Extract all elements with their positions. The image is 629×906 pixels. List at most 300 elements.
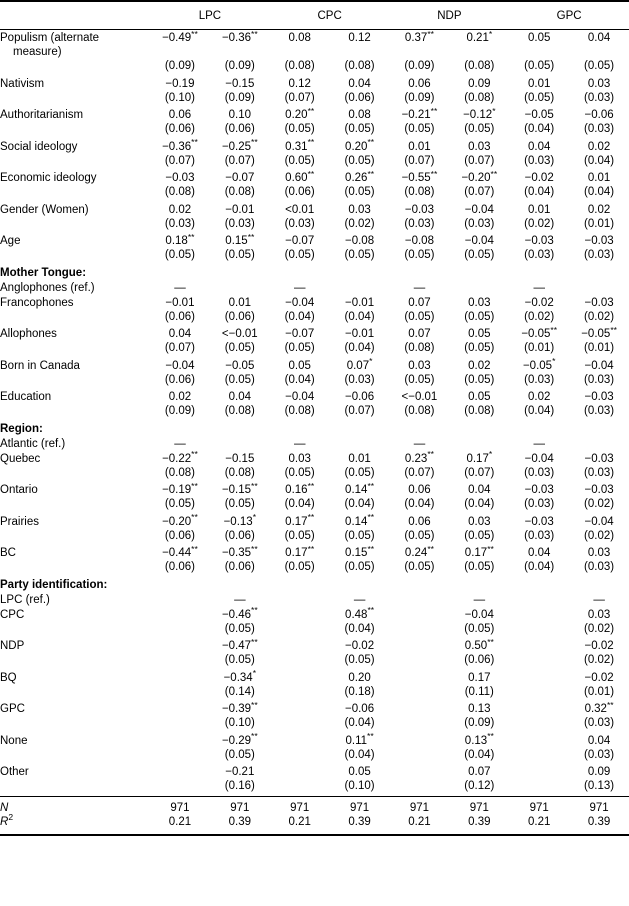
standard-error-cell: (0.13)	[584, 780, 615, 792]
standard-error-cell: (0.04)	[284, 310, 315, 323]
coefficient-cell: 0.04	[527, 140, 551, 153]
standard-error-cell: (0.08)	[344, 60, 375, 72]
standard-error-cell: (0.09)	[404, 60, 435, 72]
row-label-spacer	[0, 779, 150, 796]
coefficient-row	[0, 545, 629, 560]
standard-error-row	[0, 779, 629, 796]
standard-error-cell	[390, 685, 450, 702]
row-label-spacer	[0, 217, 150, 234]
significance-stars: **	[191, 137, 198, 148]
row-label-spacer	[0, 185, 150, 202]
coefficient-cell: 0.31**	[285, 137, 315, 153]
row-label-text: Gender (Women)	[0, 203, 89, 216]
standard-error-row	[0, 466, 629, 483]
coefficient-cell	[270, 607, 330, 622]
standard-error-cell: (0.05)	[464, 561, 495, 573]
coefficient-cell: 0.10	[228, 109, 251, 121]
summary-row	[0, 815, 629, 835]
standard-error-cell: (0.04)	[524, 123, 555, 135]
row-label-text: NDP	[0, 640, 25, 652]
row-label-text: None	[0, 734, 28, 747]
standard-error-cell: (0.03)	[524, 498, 555, 510]
standard-error-cell: (0.05)	[284, 561, 315, 573]
coefficient-cell: 0.06	[168, 109, 192, 121]
coefficient-cell: −0.12*	[463, 105, 496, 121]
coefficient-cell: −0.13*	[223, 512, 257, 528]
significance-stars: **	[251, 28, 258, 39]
standard-error-cell: (0.05)	[464, 373, 495, 386]
row-label-text: Populism (alternate measure)	[0, 32, 100, 58]
coefficient-cell: −0.47**	[221, 636, 258, 652]
row-label-text: Quebec	[0, 452, 41, 465]
standard-error-cell: (0.05)	[344, 123, 375, 135]
coefficient-cell: −0.03	[584, 235, 614, 247]
standard-error-cell	[509, 748, 569, 765]
coefficient-cell: 0.08	[288, 32, 311, 44]
row-label: Atlantic (ref.)	[0, 437, 66, 450]
coefficient-cell: −0.01	[225, 203, 255, 216]
coefficient-cell: −0.05*	[522, 356, 556, 372]
coefficient-row	[0, 107, 629, 122]
significance-stars: **	[367, 543, 375, 554]
standard-error-cell: (0.08)	[284, 405, 315, 417]
standard-error-cell: (0.02)	[344, 217, 375, 230]
reference-dash-cell	[210, 436, 270, 451]
coefficient-row	[0, 607, 629, 622]
standard-error-cell: (0.05)	[464, 529, 495, 542]
standard-error-cell: (0.07)	[464, 186, 495, 198]
reference-dash-cell: —	[174, 437, 186, 450]
standard-error-cell: (0.08)	[464, 60, 495, 72]
coefficient-cell: −0.07	[285, 235, 315, 247]
row-label-spacer	[0, 748, 150, 765]
standard-error-cell: (0.03)	[584, 561, 615, 573]
coefficient-cell	[150, 638, 210, 653]
standard-error-cell: (0.05)	[284, 466, 315, 479]
standard-error-cell: (0.05)	[344, 561, 375, 573]
coefficient-row	[0, 202, 629, 217]
standard-error-cell: (0.06)	[224, 529, 255, 542]
coefficient-cell: 0.04	[468, 484, 491, 496]
coefficient-cell: −0.15**	[221, 480, 258, 496]
significance-stars: **	[606, 699, 614, 710]
significance-stars: *	[552, 356, 556, 367]
coefficient-cell: −0.04	[464, 203, 494, 216]
significance-stars: **	[367, 605, 375, 616]
table-body	[0, 30, 629, 797]
standard-error-row	[0, 685, 629, 702]
standard-error-cell: (0.03)	[584, 466, 615, 479]
coefficient-cell: −0.08	[345, 235, 375, 247]
coefficient-cell: −0.03	[165, 172, 195, 184]
row-label-text: Authoritarianism	[0, 109, 84, 121]
coefficient-cell	[509, 701, 569, 716]
standard-error-cell: (0.02)	[524, 310, 555, 323]
reference-dash-cell	[569, 436, 629, 451]
standard-error-row	[0, 622, 629, 639]
reference-dash-cell	[270, 592, 330, 607]
coefficient-cell	[390, 670, 450, 685]
standard-error-cell: (0.05)	[344, 154, 375, 167]
coefficient-cell: −0.44**	[162, 543, 198, 559]
standard-error-cell: (0.01)	[584, 342, 615, 354]
coefficient-cell: −0.03	[524, 515, 554, 528]
row-label	[0, 764, 150, 779]
coefficient-cell: 0.04	[168, 328, 192, 340]
coefficient-cell: 0.02	[527, 391, 551, 403]
column-group-cpc: CPC	[270, 1, 390, 30]
row-label-text: Economic ideology	[0, 172, 97, 184]
summary-cell: 0.21	[408, 815, 431, 828]
coefficient-cell	[270, 701, 330, 716]
standard-error-cell: (0.07)	[224, 154, 255, 167]
coefficient-row	[0, 514, 629, 529]
coefficient-cell: 0.32**	[584, 699, 614, 715]
coefficient-row	[0, 30, 629, 60]
standard-error-cell: (0.06)	[344, 91, 375, 104]
coefficient-cell: 0.07	[468, 766, 491, 778]
significance-stars: *	[488, 449, 493, 460]
coefficient-cell: −0.05**	[521, 324, 558, 340]
summary-cell: 971	[569, 796, 629, 815]
significance-stars: **	[191, 543, 198, 554]
standard-error-cell: (0.10)	[224, 717, 255, 729]
standard-error-cell	[150, 685, 210, 702]
row-label-text: Social ideology	[0, 140, 78, 153]
coefficient-cell	[390, 733, 450, 748]
row-label-text: CPC	[0, 608, 25, 621]
standard-error-cell: (0.03)	[584, 123, 615, 135]
reference-dash-cell: —	[353, 593, 366, 606]
reference-dash-cell	[509, 592, 569, 607]
coefficient-cell: −0.03	[584, 484, 614, 496]
coefficient-cell	[390, 701, 450, 716]
summary-cell: 0.39	[587, 815, 611, 828]
coefficient-cell: −0.19	[165, 77, 195, 90]
row-label: LPC (ref.)	[0, 593, 50, 606]
summary-row-label	[0, 796, 150, 815]
coefficient-cell	[150, 701, 210, 716]
coefficient-cell: −0.07	[285, 328, 315, 340]
coefficient-cell	[270, 764, 330, 779]
row-label-spacer	[0, 497, 150, 514]
summary-cell: 0.21	[168, 815, 192, 828]
reference-dash-cell: —	[293, 281, 306, 294]
standard-error-cell: (0.08)	[464, 405, 495, 417]
coefficient-cell: 0.07	[408, 296, 431, 309]
coefficient-row	[0, 764, 629, 779]
coefficient-cell: −0.36**	[162, 137, 198, 153]
row-label-text: Francophones	[0, 296, 74, 309]
standard-error-cell: (0.07)	[164, 342, 195, 354]
coefficient-cell: 0.13	[468, 703, 491, 715]
coefficient-cell: −0.39**	[221, 699, 258, 715]
standard-error-cell: (0.09)	[224, 91, 255, 104]
standard-error-cell: (0.07)	[344, 405, 375, 417]
standard-error-cell: (0.01)	[584, 217, 615, 230]
standard-error-cell: (0.05)	[284, 154, 315, 167]
coefficient-cell: −0.21	[225, 766, 255, 778]
coefficient-cell: −0.49**	[162, 28, 198, 44]
row-label	[0, 607, 150, 622]
standard-error-row	[0, 748, 629, 765]
standard-error-cell: (0.05)	[524, 60, 555, 72]
standard-error-row	[0, 59, 629, 76]
summary-cell: 971	[449, 796, 509, 815]
significance-stars: *	[488, 28, 493, 39]
coefficient-cell: 0.05	[468, 391, 491, 403]
significance-stars: **	[251, 699, 258, 710]
significance-stars: **	[487, 731, 494, 742]
standard-error-cell: (0.03)	[584, 91, 615, 104]
summary-cell: 971	[210, 796, 270, 815]
row-label-text: Ontario	[0, 484, 38, 496]
standard-error-cell: (0.03)	[584, 373, 615, 386]
summary-cell: 0.21	[527, 815, 551, 828]
coefficient-cell	[509, 670, 569, 685]
standard-error-cell: (0.04)	[524, 186, 555, 198]
coefficient-cell: −0.34*	[223, 668, 257, 684]
standard-error-cell	[270, 779, 330, 796]
standard-error-row	[0, 248, 629, 265]
standard-error-cell: (0.01)	[524, 342, 555, 354]
significance-stars: **	[367, 731, 374, 742]
standard-error-cell: (0.06)	[224, 561, 255, 573]
standard-error-cell: (0.04)	[284, 373, 315, 386]
reference-dash-cell	[210, 280, 270, 295]
standard-error-cell	[509, 685, 569, 702]
standard-error-cell	[150, 716, 210, 733]
row-label	[0, 670, 150, 685]
row-label-text: GPC	[0, 703, 25, 715]
significance-stars: **	[251, 605, 258, 616]
coefficient-cell	[509, 733, 569, 748]
standard-error-cell: (0.03)	[224, 217, 255, 230]
coefficient-cell: 0.01	[587, 172, 611, 184]
coefficient-cell: 0.18**	[165, 231, 195, 247]
coefficient-cell: 0.21*	[466, 28, 493, 44]
standard-error-cell: (0.05)	[224, 748, 255, 761]
significance-stars: **	[367, 512, 375, 523]
section-header-row	[0, 421, 629, 436]
standard-error-row	[0, 310, 629, 327]
standard-error-cell: (0.08)	[464, 91, 495, 104]
standard-error-cell: (0.05)	[464, 123, 495, 135]
coefficient-row	[0, 295, 629, 310]
row-label	[0, 389, 150, 404]
significance-stars: **	[610, 324, 617, 335]
coefficient-cell: −0.02	[584, 671, 614, 684]
summary-cell: 971	[330, 796, 390, 815]
standard-error-cell: (0.09)	[164, 405, 195, 417]
standard-error-cell	[270, 685, 330, 702]
column-group-ndp: NDP	[390, 1, 510, 30]
standard-error-cell: (0.06)	[164, 529, 195, 542]
standard-error-cell: (0.04)	[584, 154, 615, 167]
coefficient-cell: −0.36**	[221, 28, 258, 44]
row-label-text: Education	[0, 391, 52, 403]
significance-stars: **	[487, 543, 494, 554]
summary-row-label-text: N	[0, 801, 9, 814]
row-label	[0, 295, 150, 310]
coefficient-cell: −0.04	[285, 296, 315, 309]
column-group-gpc: GPC	[509, 1, 629, 30]
reference-dash-cell: —	[593, 593, 605, 606]
coefficient-cell: 0.04	[527, 547, 551, 559]
row-label	[0, 514, 150, 529]
coefficient-cell: 0.01	[228, 296, 251, 309]
reference-category-row	[0, 436, 629, 451]
coefficient-cell: −0.04	[524, 452, 554, 465]
row-label-spacer	[0, 685, 150, 702]
reference-dash-cell	[330, 436, 390, 451]
table-foot	[0, 796, 629, 835]
coefficient-cell: 0.05	[527, 32, 551, 44]
significance-stars: *	[369, 356, 373, 367]
coefficient-row	[0, 638, 629, 653]
standard-error-cell: (0.05)	[224, 622, 255, 635]
reference-dash-cell: —	[413, 437, 426, 450]
row-label-spacer	[0, 122, 150, 139]
standard-error-row	[0, 497, 629, 514]
standard-error-cell: (0.03)	[404, 217, 435, 230]
column-group-lpc: LPC	[150, 1, 270, 30]
row-label-spacer	[0, 373, 150, 390]
significance-stars: **	[191, 28, 198, 39]
coefficient-cell: −0.06	[584, 109, 614, 121]
coefficient-cell: 0.07*	[346, 356, 373, 372]
standard-error-cell: (0.05)	[404, 561, 435, 573]
standard-error-cell: (0.05)	[284, 342, 315, 354]
row-label	[0, 451, 150, 466]
row-label-spacer	[0, 91, 150, 108]
coefficient-row	[0, 670, 629, 685]
coefficient-cell: −0.04	[584, 515, 614, 528]
coefficient-cell: 0.48**	[345, 605, 375, 621]
significance-stars: **	[191, 512, 198, 523]
significance-stars: *	[252, 668, 257, 679]
coefficient-cell: <0.01	[285, 203, 315, 216]
coefficient-row	[0, 76, 629, 91]
coefficient-row	[0, 389, 629, 404]
standard-error-cell	[390, 779, 450, 796]
summary-cell: 0.39	[468, 815, 491, 828]
standard-error-cell: (0.09)	[464, 717, 495, 729]
coefficient-cell: −0.55**	[401, 168, 438, 184]
row-label	[0, 326, 150, 341]
standard-error-row	[0, 560, 629, 577]
standard-error-cell: (0.14)	[224, 685, 255, 698]
coefficient-cell: −0.03	[524, 235, 554, 247]
coefficient-cell: −0.20**	[461, 168, 498, 184]
coefficient-cell: 0.07	[408, 328, 431, 340]
coefficient-cell: −0.05	[524, 109, 554, 121]
significance-stars: **	[307, 512, 315, 523]
standard-error-cell: (0.05)	[404, 373, 435, 386]
standard-error-row	[0, 217, 629, 234]
standard-error-cell: (0.05)	[164, 498, 195, 510]
coefficient-cell: 0.12	[288, 77, 311, 90]
significance-stars: **	[191, 449, 198, 460]
significance-stars: **	[191, 480, 198, 491]
coefficient-cell: −0.03	[404, 203, 434, 216]
section-header-label: Mother Tongue:	[0, 266, 87, 279]
row-label-spacer	[0, 716, 150, 733]
section-header-row	[0, 577, 629, 592]
significance-stars: **	[251, 480, 258, 491]
standard-error-row	[0, 122, 629, 139]
standard-error-cell: (0.03)	[524, 373, 555, 386]
standard-error-cell: (0.03)	[584, 249, 615, 261]
standard-error-cell: (0.05)	[464, 249, 495, 261]
standard-error-cell	[270, 622, 330, 639]
row-label-spacer	[0, 341, 150, 358]
coefficient-cell: 0.04	[587, 734, 611, 747]
coefficient-cell: 0.02	[468, 359, 491, 372]
reference-dash-cell: —	[473, 593, 486, 606]
coefficient-cell: 0.03	[288, 452, 311, 465]
coefficient-cell: −0.25**	[221, 137, 258, 153]
coefficient-cell: −0.05	[225, 359, 255, 372]
row-label	[0, 701, 150, 716]
standard-error-cell: (0.03)	[524, 249, 555, 261]
summary-row-label-text: R	[0, 815, 9, 828]
row-label-text: Prairies	[0, 515, 39, 528]
significance-stars: **	[307, 480, 315, 491]
significance-stars: **	[430, 168, 438, 179]
standard-error-cell: (0.04)	[524, 405, 555, 417]
row-label-text: Other	[0, 766, 29, 778]
coefficient-cell: 0.16**	[285, 480, 315, 496]
reference-dash-cell: —	[413, 281, 426, 294]
coefficient-cell: 0.50**	[464, 636, 494, 652]
coefficient-cell: −0.19**	[162, 480, 198, 496]
coefficient-cell: −0.46**	[221, 605, 258, 621]
row-label-spacer	[0, 560, 150, 577]
standard-error-cell: (0.03)	[344, 373, 375, 386]
summary-cell: 0.39	[228, 815, 251, 828]
coefficient-cell: 0.09	[587, 766, 611, 778]
reference-dash-cell: —	[533, 281, 545, 294]
coefficient-cell: 0.03	[468, 140, 491, 153]
coefficient-cell: −0.02	[524, 172, 554, 184]
row-label: Anglophones (ref.)	[0, 281, 95, 294]
standard-error-cell	[270, 716, 330, 733]
significance-stars: *	[492, 105, 496, 116]
standard-error-row	[0, 341, 629, 358]
coefficient-cell: 0.14**	[345, 512, 375, 528]
row-label-text: Nativism	[0, 77, 45, 90]
standard-error-cell: (0.07)	[404, 154, 435, 167]
coefficient-cell: 0.17**	[285, 512, 315, 528]
coefficient-cell	[509, 764, 569, 779]
standard-error-row	[0, 716, 629, 733]
standard-error-cell	[390, 622, 450, 639]
standard-error-cell: (0.04)	[404, 498, 435, 510]
standard-error-cell: (0.04)	[344, 748, 375, 761]
coefficient-row	[0, 326, 629, 341]
coefficient-cell: −0.03	[584, 452, 614, 465]
reference-dash-cell	[390, 592, 450, 607]
coefficient-cell: 0.17**	[464, 543, 494, 559]
standard-error-cell: (0.03)	[524, 154, 555, 167]
row-label	[0, 482, 150, 497]
standard-error-cell: (0.05)	[404, 123, 435, 135]
standard-error-cell: (0.04)	[464, 498, 495, 510]
coefficient-cell: −0.05**	[581, 324, 617, 340]
summary-cell: 0.21	[288, 815, 311, 828]
coefficient-cell: −0.04	[285, 391, 315, 403]
